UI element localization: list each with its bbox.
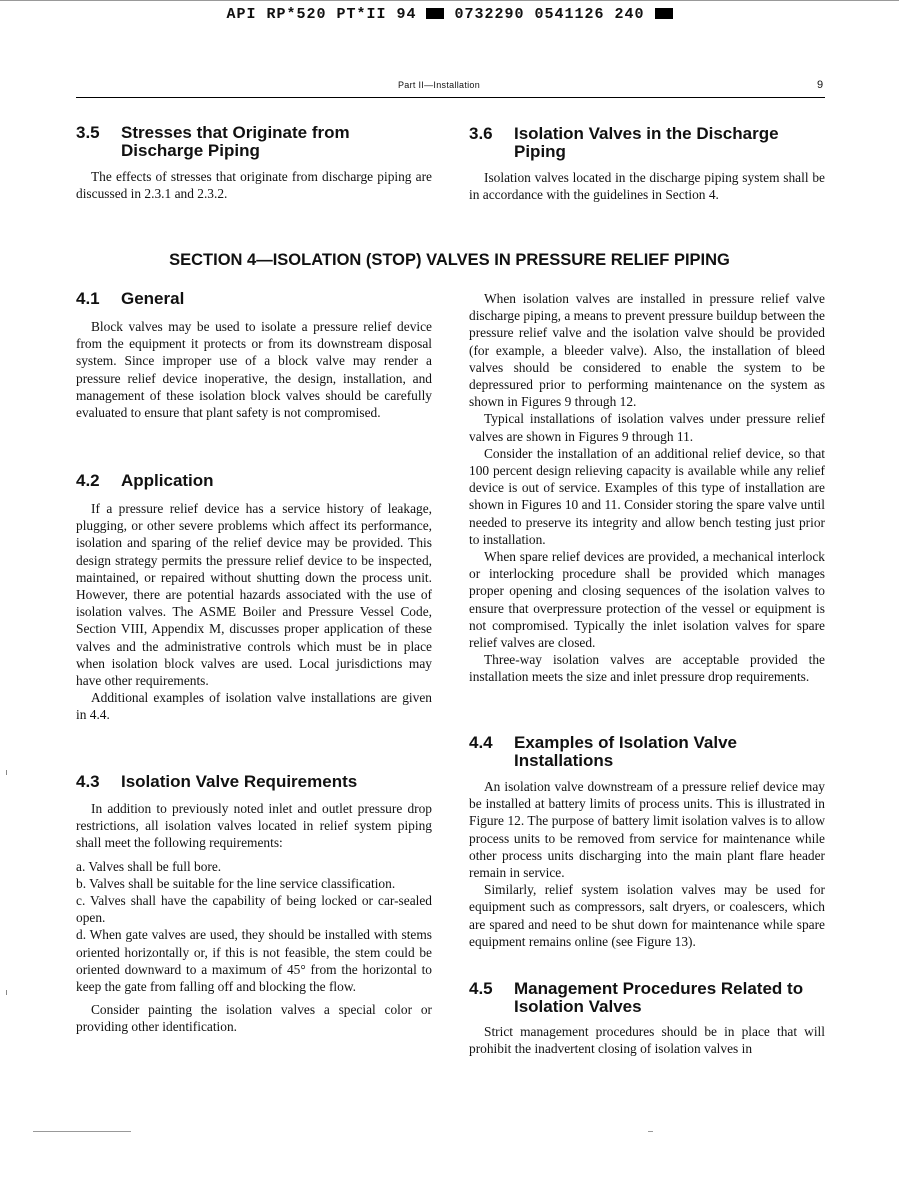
- heading-number: 4.1: [76, 289, 100, 308]
- list-item: a. Valves shall be full bore.: [76, 858, 222, 874]
- heading-number: 3.6: [469, 124, 493, 143]
- heading-number: 4.4: [469, 733, 493, 752]
- heading-title: General: [121, 289, 185, 308]
- section-3-5-body: [76, 168, 432, 202]
- heading-number: 4.5: [469, 979, 493, 998]
- scan-mark: [6, 770, 7, 775]
- scan-mark: [6, 990, 7, 995]
- paragraph: Block valves may be used to isolate a pressure relief device from the equipment it protects or from its downstream disposal system. Since improper use of a block valve may render a pressure relief device inoperative, the design, installation, and management of these isolation block valves should be carefully evaluated to ensure that plant safety is not compromised.: [76, 319, 432, 421]
- list-item: d. When gate valves are used, they should be installed with stems oriented horizontally or, if this is not feasible, the stem could be oriented downward to a maximum of 45° from the horizontal to keep the gate from falling off and blocking the flow.: [76, 927, 432, 995]
- heading-number: 4.2: [76, 471, 100, 490]
- paragraph: When spare relief devices are provided, a mechanical interlock or interlocking procedure shall be provided which manages proper opening and closing sequences of the isolation valves to ensure that overpressure protection of the vessel or equipment is not compromised. Typically the inlet isolation valves for spare relief valves are closed.: [469, 549, 825, 651]
- section-4-right-body: [469, 290, 825, 686]
- heading-number: 4.3: [76, 772, 100, 791]
- heading-title: Isolation Valves in the Discharge Piping: [514, 124, 779, 161]
- section-4-5-body: [469, 1023, 825, 1057]
- heading-title: Application: [121, 471, 214, 490]
- stamp-block-icon: [426, 8, 444, 19]
- paragraph: Consider the installation of an additional relief device, so that 100 percent design relieving capacity is available while any relief device is out of service. Examples of this type of installation are shown in Figures 10 and 11. Consider storing the spare valve until needed to preserve its integrity and allow bench testing just prior to installation.: [469, 445, 825, 547]
- list-item: b. Valves shall be suitable for the line service classification.: [76, 875, 396, 891]
- scan-mark: [648, 1131, 653, 1132]
- list-item: c. Valves shall have the capability of being locked or car-sealed open.: [76, 893, 432, 926]
- heading-title: Isolation Valve Requirements: [121, 772, 358, 791]
- paragraph: In addition to previously noted inlet and outlet pressure drop restrictions, all isolation valves located in relief system piping shall meet the following requirements:: [76, 801, 432, 851]
- paragraph: If a pressure relief device has a service history of leakage, plugging, or other severe problems which affect its performance, isolation and sparing of the relief device may be provided. This design strategy permits the pressure relief device to be inspected, maintained, or repaired without shutting down the process unit. However, there are potential hazards associated with the use of isolation valves. The ASME Boiler and Pressure Vessel Code, Section VIII, Appendix M, discusses proper application of these valves and the administrative controls which must be in place when isolation block valves are used. Local jurisdictions may have other requirements.: [76, 501, 432, 689]
- scan-mark: [33, 1131, 131, 1132]
- section-4-4-body: [469, 778, 825, 950]
- heading-title: Stresses that Originate from Discharge Piping: [121, 123, 350, 160]
- paragraph: Three-way isolation valves are acceptable provided the installation meets the size and inlet pressure drop requirements.: [469, 652, 825, 685]
- heading-number: 3.5: [76, 123, 100, 142]
- heading-title: Management Procedures Related to Isolation Valves: [514, 979, 804, 1016]
- document-stamp: [0, 6, 899, 23]
- stamp-left: API RP*520 PT*II 94: [226, 6, 417, 23]
- header-rule: [76, 97, 825, 98]
- paragraph: The effects of stresses that originate from discharge piping are discussed in 2.3.1 and 2.3.2.: [76, 169, 432, 202]
- paragraph: Strict management procedures should be in place that will prohibit the inadvertent closing of isolation valves in: [469, 1024, 825, 1057]
- section-4-3-body: [76, 800, 432, 1036]
- paragraph: An isolation valve downstream of a pressure relief device may be installed at battery limits of process units. This is illustrated in Figure 12. The purpose of battery limit isolation valves is to allow process units to be removed from service for maintenance while other process units discharging into the main plant flare header remain in service.: [469, 779, 825, 881]
- section-4-title: SECTION 4—ISOLATION (STOP) VALVES IN PRESSURE RELIEF PIPING: [169, 251, 730, 269]
- top-border: [0, 0, 899, 2]
- paragraph: Consider painting the isolation valves a special color or providing other identification.: [76, 1002, 432, 1035]
- stamp-block-icon: [655, 8, 673, 19]
- page-number: 9: [817, 79, 824, 91]
- section-4-1-body: [76, 318, 432, 421]
- paragraph: When isolation valves are installed in pressure relief valve discharge piping, a means to prevent pressure buildup between the pressure relief valve and the isolation valve should be provided (for example, a bleeder valve). Also, the installation of bleed valves should be considered to enable the system to be depressured prior to performing maintenance on the system as shown in Figures 9 through 12.: [469, 291, 825, 410]
- section-3-6-body: [469, 169, 825, 203]
- paragraph: Similarly, relief system isolation valves may be used for equipment such as compressors, salt dryers, or coalescers, which are spared and need to be shut down for maintenance while spare equipment remains online (see Figure 13).: [469, 882, 825, 949]
- section-4-2-body: [76, 500, 432, 724]
- stamp-mid: 0732290 0541126 240: [454, 6, 645, 23]
- heading-title: Examples of Isolation Valve Installations: [514, 733, 737, 770]
- paragraph: Additional examples of isolation valve installations are given in 4.4.: [76, 690, 432, 723]
- paragraph: Isolation valves located in the discharge piping system shall be in accordance with the guidelines in Section 4.: [469, 170, 825, 203]
- running-head: Part II—Installation: [398, 80, 481, 90]
- paragraph: Typical installations of isolation valves under pressure relief valves are shown in Figures 9 through 11.: [469, 411, 825, 444]
